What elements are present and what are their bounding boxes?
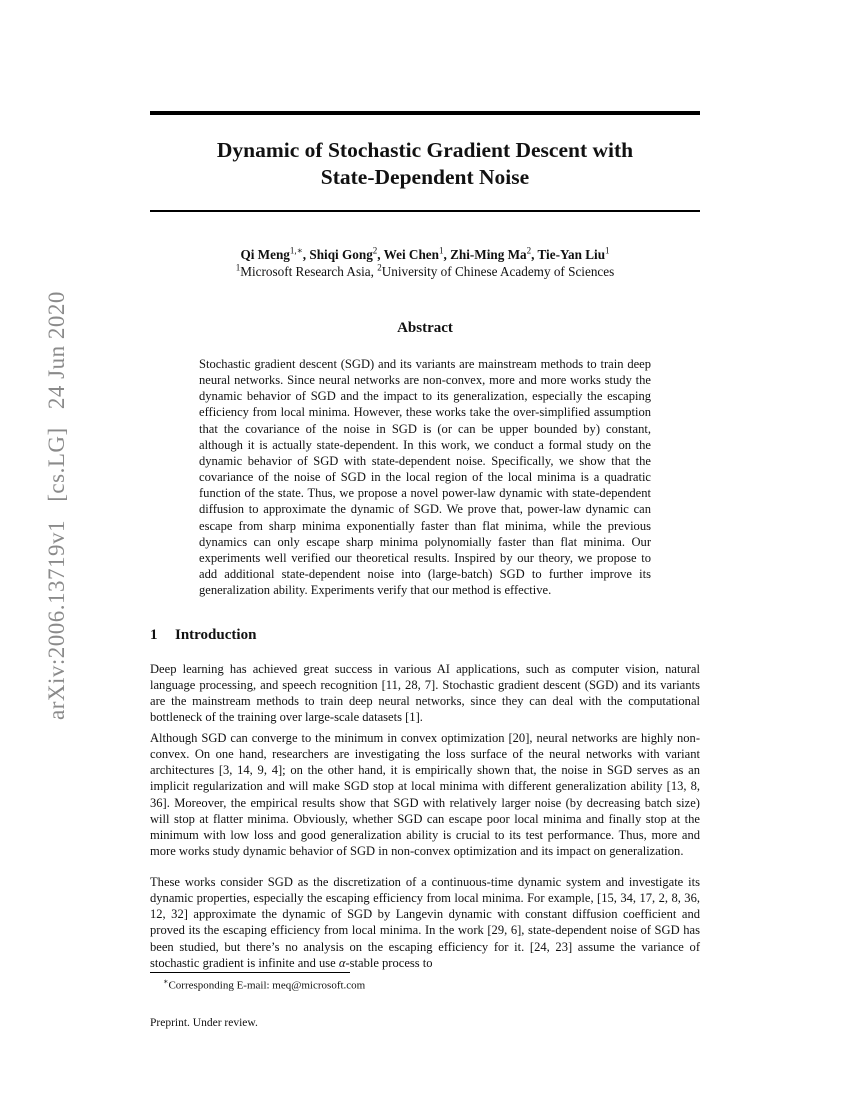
- section-heading-introduction: [150, 627, 256, 644]
- author-name: Wei Chen: [383, 247, 439, 262]
- intro-paragraph-1: Deep learning has achieved great success in various AI applications, such as computer vision, natural language processing, and speech recognition [11, 28, 7]. Stochastic gradient descent (SGD) and its variants are the mainstream methods to train deep neural networks, since they can deal with the computational bottleneck of the training over large-scale datasets [1].: [150, 662, 700, 725]
- footnote-rule: [150, 972, 350, 973]
- author-name: Zhi-Ming Ma: [450, 247, 527, 262]
- intro-paragraph-2-block: [150, 730, 700, 859]
- paper-title: [150, 137, 700, 191]
- author-name: Tie-Yan Liu: [537, 247, 606, 262]
- affiliation-mark: 2: [377, 262, 382, 273]
- title-line-2: State-Dependent Noise: [320, 165, 530, 189]
- footnote-text: Corresponding E-mail: meq@microsoft.com: [168, 979, 366, 992]
- affiliation-1: Microsoft Research Asia,: [240, 264, 378, 279]
- intro-paragraph-1-block: [150, 661, 700, 726]
- abstract-heading: Abstract: [397, 320, 453, 336]
- title-top-rule: [150, 111, 700, 115]
- section-number: 1: [150, 627, 158, 643]
- title-bottom-rule: [150, 210, 700, 212]
- intro-paragraph-3-block: [150, 874, 700, 971]
- author-affiliation-mark: 1,∗: [289, 245, 303, 256]
- footnote: [163, 975, 365, 993]
- section-title: Introduction: [175, 627, 257, 643]
- author-name: Qi Meng: [240, 247, 290, 262]
- paragraph-text: -stable process to: [345, 955, 433, 970]
- author-name: Shiqi Gong: [309, 247, 373, 262]
- author-names: Qi Meng$^{1,∗}$, Shiqi Gong$^2$, Wei Chen$^1$, Zhi-Ming Ma$^2$, Tie-Yan Liu$^1$: [240, 245, 610, 262]
- affiliation-mark: 1: [235, 262, 241, 273]
- alpha-symbol: α: [338, 955, 346, 970]
- arxiv-id: arXiv:2006.13719v1: [44, 519, 69, 720]
- arxiv-category: [cs.LG]: [44, 427, 69, 502]
- affiliations: [150, 263, 700, 280]
- paragraph-text: These works consider SGD as the discretization of a continuous-time dynamic system and investigate its dynamic properties, especially the escaping efficiency from local minima. For example, [15, 34, 17, 2, 8, 36, 12, 32] approximate the dynamic of SGD by Langevin dynamic with constant diffusion coefficient and proved its the escaping efficiency from local minima. In the work [29, 6], state-dependent noise of SGD has been studied, but there’s no analysis on the escaping efficiency for it. [24, 23] assume the variance of stochastic gradient is infinite and use: [150, 875, 700, 970]
- arxiv-identifier-sidebar: [44, 279, 70, 720]
- author-affiliation-mark: 1: [438, 245, 444, 256]
- author-block: [150, 246, 700, 280]
- abstract-text: Stochastic gradient descent (SGD) and its variants are mainstream methods to train deep neural networks. Since neural networks are non-convex, more and more works study the dynamic behavior of SGD and the impact to its generalization, especially the escaping efficiency from local minima. However, these works take the over-simplified assumption that the covariance of the noise in SGD is (or can be upper bounded by) constant, although it is actually state-dependent. In this work, we conduct a formal study on the dynamic behavior of SGD with state-dependent noise. Specifically, we show that the covariance of the noise of SGD in the local region of the local minima is a quadratic function of the state. Thus, we propose a novel power-law dynamic with state-dependent diffusion to approximate the dynamic of SGD. We prove that, power-law dynamic can escape from sharp minima exponentially faster than flat minima, while the previous dynamics can only escape sharp minima polynomially faster than flat minima. Our experiments well verified our theoretical results. Inspired by our theory, we propose to add additional state-dependent noise into (large-batch) SGD to further improve its generalization ability. Experiments verify that our method is effective.: [199, 357, 651, 598]
- footnote-mark: ∗: [163, 977, 169, 986]
- arxiv-date: 24 Jun 2020: [44, 291, 69, 410]
- affiliation-2: University of Chinese Academy of Sciences: [381, 264, 615, 279]
- author-affiliation-mark: 2: [372, 245, 378, 256]
- author-affiliation-mark: 2: [526, 245, 532, 256]
- intro-paragraph-2: Although SGD can converge to the minimum in convex optimization [20], neural networks are highly non-convex. On one hand, researchers are investigating the loss surface of the neural networks with variant architectures [3, 14, 9, 4]; on the other hand, it is empirically shown that, the noise in SGD serves as an implicit regularization and will make SGD stop at local minima with different generalization ability [13, 8, 36]. Moreover, the empirical results show that SGD with relatively larger noise (by decreasing batch size) will stop at flatter minima. Obviously, whether SGD can escape poor local minima and finally stop at the minimum with low loss and good generalization ability is crucial to its test performance. Thus, more and more works study dynamic behavior of SGD in non-convex optimization and its impact on generalization.: [150, 731, 700, 859]
- author-affiliation-mark: 1: [605, 245, 610, 256]
- title-line-1: Dynamic of Stochastic Gradient Descent with: [216, 138, 634, 162]
- intro-paragraph-3: [150, 874, 700, 971]
- preprint-notice: Preprint. Under review.: [150, 1017, 258, 1029]
